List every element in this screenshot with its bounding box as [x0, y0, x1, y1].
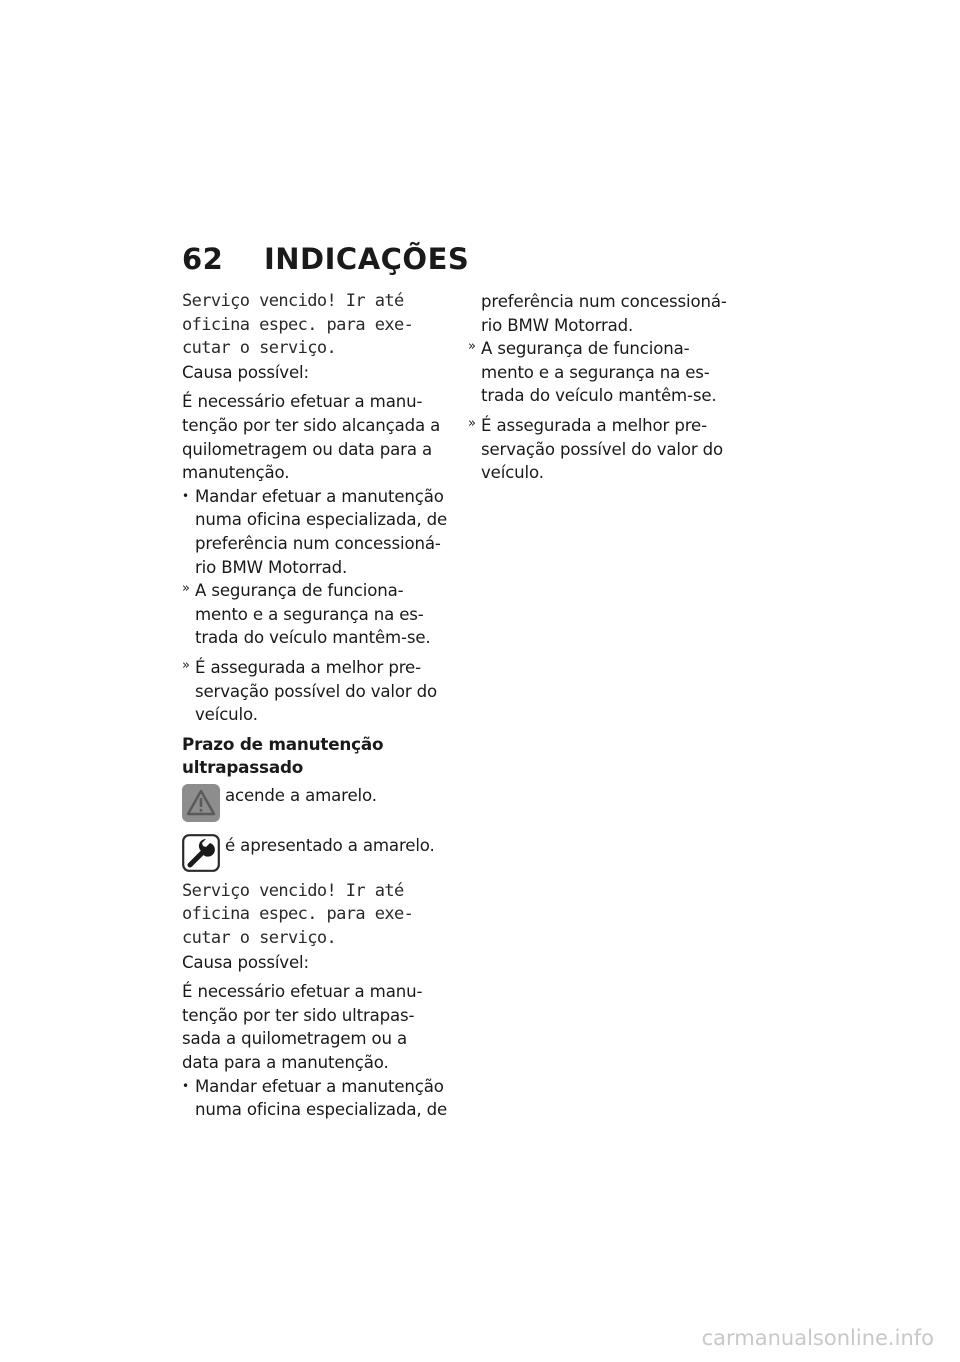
result-item-1: » A segurança de funciona- mento e a segurança na es- trada do veículo mantêm-se. — [182, 579, 454, 650]
chapter-title: INDICAÇÕES — [264, 242, 470, 276]
cause-text-2: É necessário efetuar a manu- tenção por ter sido ultrapas- sada a quilometragem ou a data para a manutenção. — [182, 982, 423, 1073]
section-heading: Prazo de manutenção ultrapassado — [182, 733, 384, 778]
cause-text-1: É necessário efetuar a manu- tenção por ter sido alcançada a quilometragem ou data para a manutenção. — [182, 392, 441, 483]
result-marker: » — [468, 415, 476, 431]
page-number: 62 — [182, 242, 224, 276]
result-item-2: » É assegurada a melhor pre- servação possível do valor do veículo. — [182, 656, 454, 727]
indicator-row-service — [182, 834, 454, 880]
result-marker: » — [182, 657, 190, 673]
result-item-3: » A segurança de funciona- mento e a segurança na es- trada do veículo mantêm-se. — [468, 337, 740, 408]
right-column — [468, 290, 740, 491]
action-item-2: • Mandar efetuar a manutenção numa oficina especializada, de — [182, 1076, 448, 1120]
result-item-4: » É assegurada a melhor pre- servação possível do valor do veículo. — [468, 414, 740, 485]
result-marker: » — [182, 581, 190, 597]
cause-label-1: Causa possível: — [182, 362, 309, 382]
display-message-2: Serviço vencido! Ir até oficina espec. para exe- cutar o serviço. — [182, 880, 414, 949]
page-header — [182, 242, 469, 276]
wrench-icon — [182, 834, 220, 872]
display-message-1: Serviço vencido! Ir até oficina espec. para exe- cutar o serviço. — [182, 291, 414, 359]
left-column — [182, 290, 454, 1122]
warning-triangle-icon — [182, 784, 220, 822]
bullet-marker: • — [182, 1078, 189, 1093]
action-item-1: • Mandar efetuar a manutenção numa oficina especializada, de preferência num concessioná- rio BMW Motorrad. — [182, 486, 448, 577]
bullet-marker: • — [182, 488, 189, 503]
indicator-text-warning: acende a amarelo. — [225, 785, 377, 805]
indicator-row-warning — [182, 784, 454, 830]
watermark: carmanualsonline.info — [701, 1326, 934, 1350]
result-marker: » — [468, 339, 476, 355]
indicator-text-service: é apresentado a amarelo. — [225, 835, 435, 855]
cause-label-2: Causa possível: — [182, 952, 309, 972]
action-item-2-continued: preferência num concessioná- rio BMW Motorrad. — [481, 292, 727, 335]
